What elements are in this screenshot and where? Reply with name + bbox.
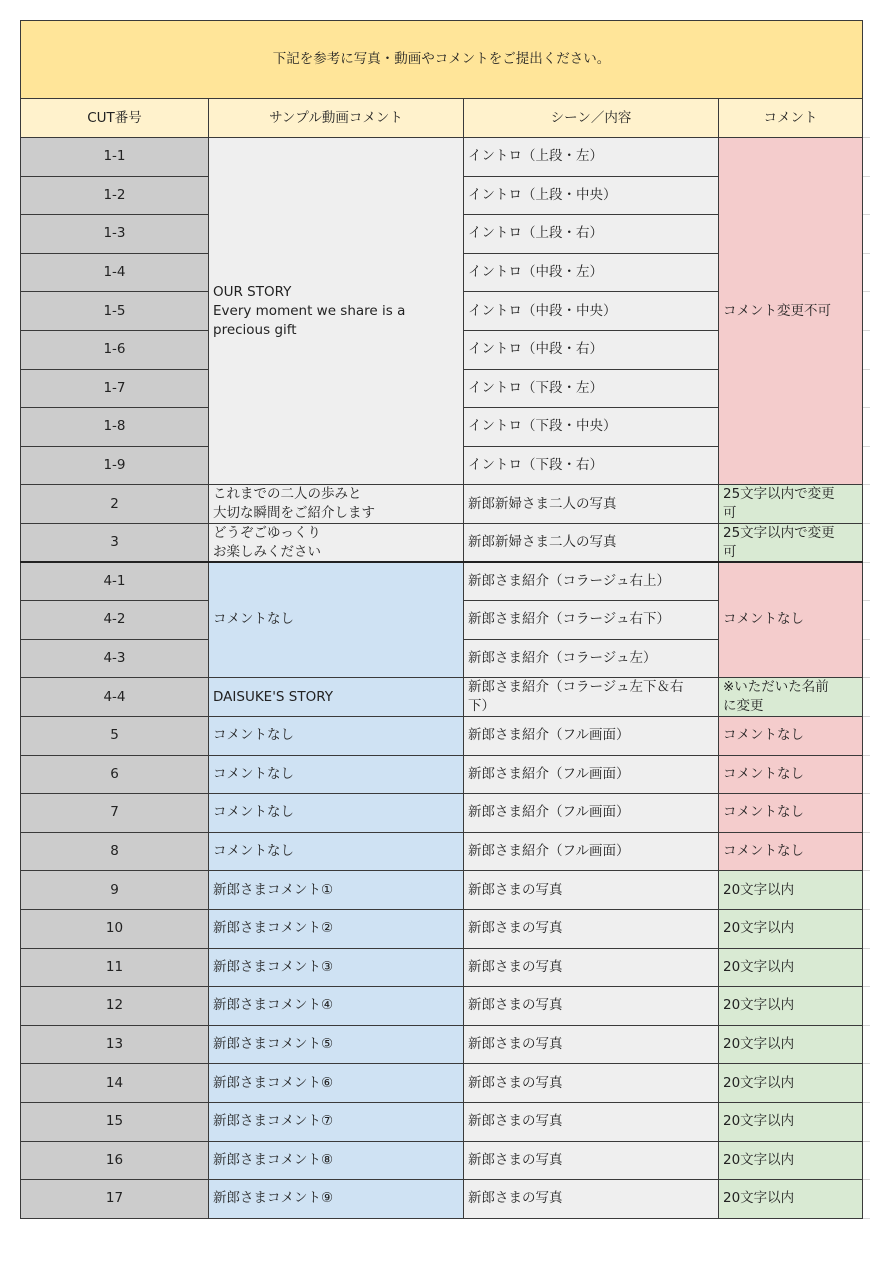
comment-cell[interactable]: コメントなし: [718, 793, 863, 833]
header-comment[interactable]: コメント: [718, 98, 863, 138]
sample-comment-cell[interactable]: コメントなし: [208, 755, 464, 795]
comment-cell[interactable]: 20文字以内: [718, 1102, 863, 1142]
scene-cell[interactable]: イントロ（上段・右）: [463, 214, 719, 254]
sample-comment-cell[interactable]: DAISUKE'S STORY: [208, 677, 464, 717]
cut-number-cell[interactable]: 4-2: [20, 600, 209, 640]
comment-cell[interactable]: コメントなし: [718, 562, 863, 679]
scene-cell[interactable]: 新郎さまの写真: [463, 1179, 719, 1219]
comment-cell[interactable]: 20文字以内: [718, 1063, 863, 1103]
gridline: [862, 793, 870, 794]
sample-comment-cell[interactable]: コメントなし: [208, 716, 464, 756]
cut-number-cell[interactable]: 4-1: [20, 562, 209, 602]
comment-cell[interactable]: コメントなし: [718, 716, 863, 756]
sample-comment-cell[interactable]: 新郎さまコメント⑧: [208, 1141, 464, 1181]
cut-number-cell[interactable]: 7: [20, 793, 209, 833]
comment-cell[interactable]: 20文字以内: [718, 948, 863, 988]
scene-cell[interactable]: 新郎さま紹介（フル画面）: [463, 755, 719, 795]
scene-cell[interactable]: 新郎さまの写真: [463, 909, 719, 949]
cut-number-cell[interactable]: 10: [20, 909, 209, 949]
sample-comment-cell[interactable]: OUR STORY Every moment we share is a precious gift: [208, 137, 464, 485]
gridline: [862, 677, 870, 678]
gridline: [862, 1025, 870, 1026]
cut-number-cell[interactable]: 1-6: [20, 330, 209, 370]
gridline: [862, 253, 870, 254]
gridline: [862, 176, 870, 177]
scene-cell[interactable]: イントロ（中段・左）: [463, 253, 719, 293]
sample-comment-cell[interactable]: どうぞごゆっくり お楽しみください: [208, 523, 464, 563]
cut-number-cell[interactable]: 2: [20, 484, 209, 524]
cut-number-cell[interactable]: 1-2: [20, 176, 209, 216]
cut-number-cell[interactable]: 9: [20, 870, 209, 910]
sample-comment-cell[interactable]: 新郎さまコメント④: [208, 986, 464, 1026]
sample-comment-cell[interactable]: 新郎さまコメント⑥: [208, 1063, 464, 1103]
comment-cell[interactable]: コメント変更不可: [718, 137, 863, 485]
scene-cell[interactable]: 新郎さま紹介（コラージュ右上）: [463, 562, 719, 602]
gridline: [862, 330, 870, 331]
cut-number-cell[interactable]: 1-4: [20, 253, 209, 293]
gridline: [862, 369, 870, 370]
gridline: [862, 484, 870, 485]
scene-cell[interactable]: 新郎さま紹介（コラージュ左）: [463, 639, 719, 679]
gridline: [862, 639, 870, 640]
header-cut-number[interactable]: CUT番号: [20, 98, 209, 138]
gridline: [862, 870, 870, 871]
comment-cell[interactable]: 20文字以内: [718, 986, 863, 1026]
comment-cell[interactable]: コメントなし: [718, 832, 863, 872]
cut-number-cell[interactable]: 1-9: [20, 446, 209, 486]
sample-comment-cell[interactable]: 新郎さまコメント⑦: [208, 1102, 464, 1142]
sample-comment-cell[interactable]: 新郎さまコメント①: [208, 870, 464, 910]
scene-cell[interactable]: イントロ（中段・右）: [463, 330, 719, 370]
cut-number-cell[interactable]: 8: [20, 832, 209, 872]
scene-cell[interactable]: 新郎さまの写真: [463, 948, 719, 988]
comment-cell[interactable]: コメントなし: [718, 755, 863, 795]
gridline: [862, 523, 870, 524]
cut-number-cell[interactable]: 14: [20, 1063, 209, 1103]
scene-cell[interactable]: 新郎さまの写真: [463, 986, 719, 1026]
scene-cell[interactable]: 新郎さまの写真: [463, 1102, 719, 1142]
scene-cell[interactable]: 新郎さま紹介（フル画面）: [463, 832, 719, 872]
scene-cell[interactable]: 新郎さま紹介（コラージュ左下＆右 下）: [463, 677, 719, 717]
sample-comment-cell[interactable]: 新郎さまコメント⑨: [208, 1179, 464, 1219]
sample-comment-cell[interactable]: 新郎さまコメント⑤: [208, 1025, 464, 1065]
comment-cell[interactable]: ※いただいた名前 に変更: [718, 677, 863, 717]
cut-number-cell[interactable]: 13: [20, 1025, 209, 1065]
sample-comment-cell[interactable]: これまでの二人の歩みと 大切な瞬間をご紹介します: [208, 484, 464, 524]
scene-cell[interactable]: イントロ（上段・中央）: [463, 176, 719, 216]
cut-number-cell[interactable]: 1-5: [20, 291, 209, 331]
scene-cell[interactable]: イントロ（上段・左）: [463, 137, 719, 177]
sample-comment-cell[interactable]: コメントなし: [208, 832, 464, 872]
sample-comment-cell[interactable]: 新郎さまコメント②: [208, 909, 464, 949]
gridline: [862, 755, 870, 756]
scene-cell[interactable]: イントロ（下段・中央）: [463, 407, 719, 447]
gridline: [862, 1141, 870, 1142]
sample-comment-cell[interactable]: コメントなし: [208, 793, 464, 833]
scene-cell[interactable]: 新郎新婦さま二人の写真: [463, 484, 719, 524]
cut-number-cell[interactable]: 6: [20, 755, 209, 795]
instruction-banner[interactable]: 下記を参考に写真・動画やコメントをご提出ください。: [20, 20, 863, 99]
cut-number-cell[interactable]: 15: [20, 1102, 209, 1142]
scene-cell[interactable]: 新郎新婦さま二人の写真: [463, 523, 719, 563]
comment-cell[interactable]: 20文字以内: [718, 1179, 863, 1219]
scene-cell[interactable]: 新郎さまの写真: [463, 1025, 719, 1065]
comment-cell[interactable]: 25文字以内で変更 可: [718, 484, 863, 524]
comment-cell[interactable]: 20文字以内: [718, 870, 863, 910]
scene-cell[interactable]: イントロ（下段・左）: [463, 369, 719, 409]
gridline: [862, 446, 870, 447]
cut-number-cell[interactable]: 11: [20, 948, 209, 988]
scene-cell[interactable]: 新郎さまの写真: [463, 1141, 719, 1181]
gridline: [862, 407, 870, 408]
sample-comment-cell[interactable]: 新郎さまコメント③: [208, 948, 464, 988]
cut-number-cell[interactable]: 1-8: [20, 407, 209, 447]
header-sample-comment[interactable]: サンプル動画コメント: [208, 98, 464, 138]
cut-number-cell[interactable]: 16: [20, 1141, 209, 1181]
cut-number-cell[interactable]: 1-7: [20, 369, 209, 409]
gridline: [862, 600, 870, 601]
gridline: [862, 137, 870, 138]
scene-cell[interactable]: イントロ（中段・中央）: [463, 291, 719, 331]
cut-number-cell[interactable]: 5: [20, 716, 209, 756]
scene-cell[interactable]: 新郎さま紹介（コラージュ右下）: [463, 600, 719, 640]
comment-cell[interactable]: 25文字以内で変更 可: [718, 523, 863, 563]
gridline: [862, 986, 870, 987]
comment-cell[interactable]: 20文字以内: [718, 1025, 863, 1065]
sample-comment-cell[interactable]: コメントなし: [208, 562, 464, 679]
cut-number-cell[interactable]: 3: [20, 523, 209, 563]
gridline: [862, 1102, 870, 1103]
header-scene[interactable]: シーン／内容: [463, 98, 719, 138]
section-divider: [20, 561, 863, 563]
comment-cell[interactable]: 20文字以内: [718, 909, 863, 949]
gridline: [862, 1218, 870, 1219]
cut-number-cell[interactable]: 1-1: [20, 137, 209, 177]
cut-number-cell[interactable]: 17: [20, 1179, 209, 1219]
cut-number-cell[interactable]: 4-4: [20, 677, 209, 717]
cut-number-cell[interactable]: 12: [20, 986, 209, 1026]
gridline: [862, 1063, 870, 1064]
gridline: [862, 214, 870, 215]
gridline: [862, 1179, 870, 1180]
cut-number-cell[interactable]: 4-3: [20, 639, 209, 679]
scene-cell[interactable]: イントロ（下段・右）: [463, 446, 719, 486]
gridline: [862, 562, 870, 563]
cut-number-cell[interactable]: 1-3: [20, 214, 209, 254]
gridline: [862, 909, 870, 910]
scene-cell[interactable]: 新郎さまの写真: [463, 1063, 719, 1103]
comment-cell[interactable]: 20文字以内: [718, 1141, 863, 1181]
gridline: [862, 291, 870, 292]
scene-cell[interactable]: 新郎さま紹介（フル画面）: [463, 716, 719, 756]
gridline: [862, 948, 870, 949]
gridline: [862, 832, 870, 833]
scene-cell[interactable]: 新郎さまの写真: [463, 870, 719, 910]
gridline: [862, 716, 870, 717]
scene-cell[interactable]: 新郎さま紹介（フル画面）: [463, 793, 719, 833]
